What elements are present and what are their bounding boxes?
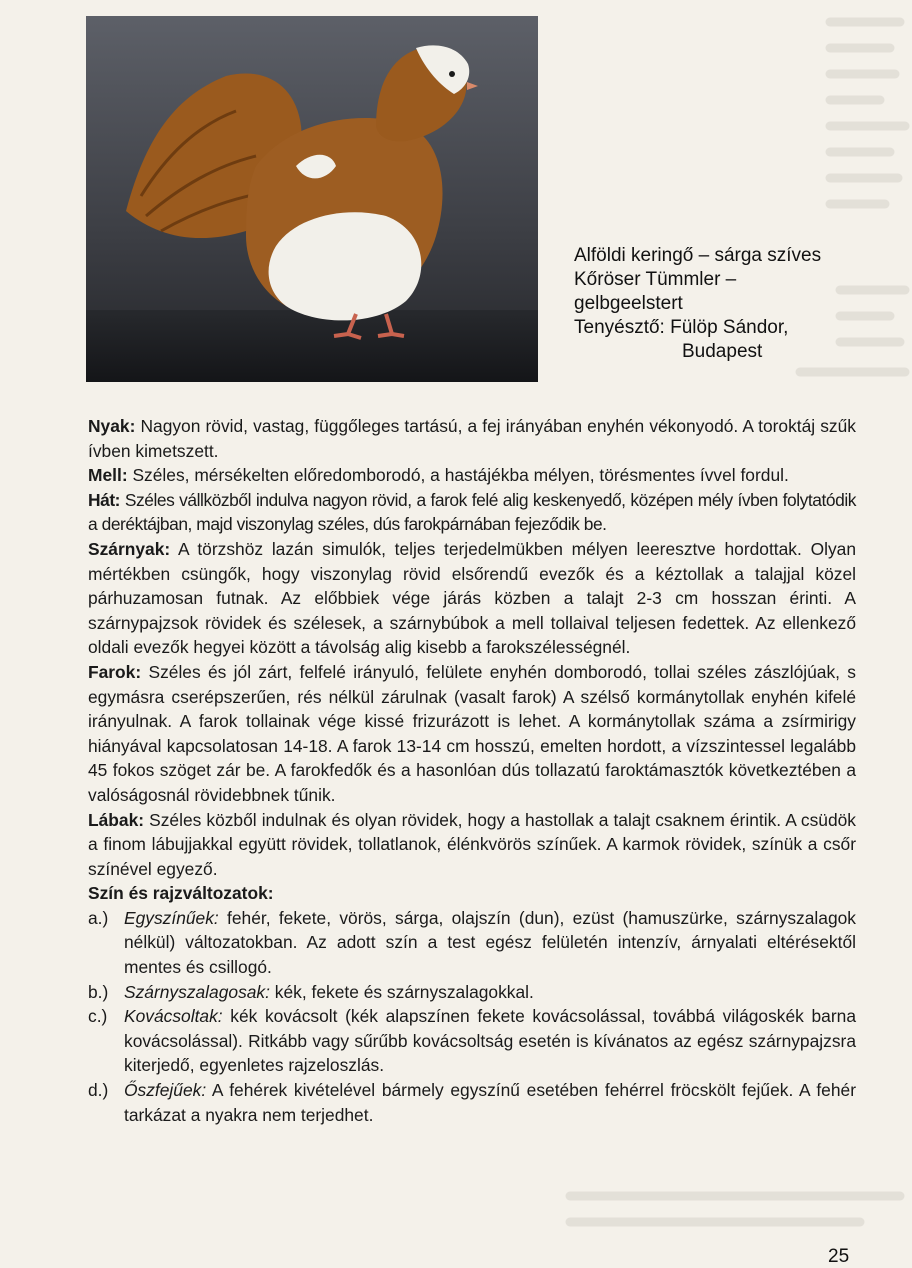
section-text: Széles, mérsékelten előredomborodó, a hastájékba mélyen, törésmentes ívvel fordul. — [127, 465, 789, 486]
section-label: Szárnyak: — [88, 538, 171, 559]
section-label: Lábak: — [88, 809, 145, 830]
color-varieties-heading: Szín és rajzváltozatok: — [88, 883, 274, 904]
caption-breed-hu: Alföldi keringő – sárga szíves — [574, 245, 822, 266]
item-name: Kovácsoltak: — [124, 1006, 223, 1027]
item-name: Szárnyszalagosak: — [124, 981, 270, 1002]
item-letter: c.) — [88, 1006, 108, 1027]
section-nyak — [88, 414, 856, 463]
section-mell — [88, 463, 856, 488]
item-letter: b.) — [88, 981, 109, 1002]
caption-variety-de: gelbgeelstert — [574, 293, 683, 314]
variety-item — [88, 1078, 856, 1127]
item-text: A fehérek kivételével bármely egyszínű esetében fehérrel fröcskölt fejűek. A fehér tarkázat a nyakra nem terjedhet. — [124, 1080, 856, 1125]
standard-description — [88, 414, 856, 1127]
section-text: Széles és jól zárt, felfelé irányuló, felülete enyhén domborodó, tollai széles zászlójúak, s egymásra cserépszerűen, rés nélkül zárulnak (vasalt farok) A szélső kormánytollak enyhén kifelé irányulnak. A farok tollainak vége kissé frizurázott is lehet. A kormánytollak száma a zsírmirigy hiányával kapcsolatosan 14-18. A farok 13-14 cm hosszú, emelten hordott, a vízszintessel legalább 45 fokos szöget zár be. A farokfedők és a hasonlóan dús tollazatú faroktámasztók következtében a valóságosnál rövidebbnek tűnik. — [88, 661, 856, 805]
variety-item — [88, 1004, 856, 1078]
caption-breed-de: Kőröser Tümmler – — [574, 269, 737, 290]
section-labak — [88, 808, 856, 882]
item-name: Őszfejűek: — [124, 1080, 207, 1101]
caption-breeder: Tenyésztő: Fülöp Sándor, — [574, 317, 789, 338]
page-number: 25 — [828, 1246, 850, 1267]
variety-item — [88, 906, 856, 980]
section-text: Széles vállközből indulva nagyon rövid, a farok felé alig keskenyedő, középen mély ívben folytatódik a deréktájban, majd viszonylag széles, dús farokpárnában fejeződik be. — [88, 489, 856, 535]
section-label: Hát: — [88, 489, 121, 510]
item-letter: d.) — [88, 1080, 109, 1101]
section-text: A törzshöz lazán simulók, teljes terjedelmükben mélyen leeresztve hordottak. Olyan mértékben csüngők, hogy viszonylag rövid elsőrendű evezők és a kéztollak a talajjal közel párhuzamosan futnak. Az előbbiek vége járás közben a talajt 2-3 cm hosszan érinti. A szárnypajzsok rövidek és szélesek, a szárnybúbok a mell tollaival teljesen fedettek. Az ellenkező oldali evezők hegyei között a távolság alig kisebb a farokszélességnél. — [88, 538, 856, 658]
item-text: kék kovácsolt (kék alapszínen fekete kovácsolással, továbbá világoskék barna kovácsolással). Ritkább vagy sűrűbb kovácsoltság esetén is kívánatos az egész szárnypajzsra kiterjedő, egyenletes rajzeloszlás. — [124, 1006, 856, 1076]
pigeon-photo — [86, 16, 538, 382]
item-text: fehér, fekete, vörös, sárga, olajszín (dun), ezüst (hamuszürke, szárnyszalagok nélkül) változatokban. Az adott szín a test egész felületén intenzív, árnyalati eltérésektől mentes és csillogó. — [124, 907, 856, 978]
caption-city: Budapest — [682, 341, 763, 362]
item-name: Egyszínűek: — [124, 907, 219, 928]
item-letter: a.) — [88, 907, 109, 928]
variety-item — [88, 980, 856, 1005]
section-text: Nagyon rövid, vastag, függőleges tartású, a fej irányában enyhén vékonyodó. A toroktáj szűk ívben kimetszett. — [88, 416, 856, 461]
photo-caption — [574, 244, 894, 364]
section-label: Farok: — [88, 661, 142, 682]
section-label: Nyak: — [88, 416, 136, 436]
section-label: Mell: — [88, 465, 128, 486]
section-szarnyak — [88, 537, 856, 660]
pigeon-illustration — [86, 16, 538, 382]
section-hat — [88, 488, 856, 537]
section-text: Széles közből indulnak és olyan rövidek, hogy a hastollak a talajt csaknem érintik. A csüdök a finom lábujjakkal együtt rövidek, tollatlanok, élénkvörös színűek. A karmok rövidek, színük a csőr színével egyező. — [88, 809, 856, 879]
section-farok — [88, 660, 856, 808]
item-text: kék, fekete és szárnyszalagokkal. — [269, 981, 534, 1002]
